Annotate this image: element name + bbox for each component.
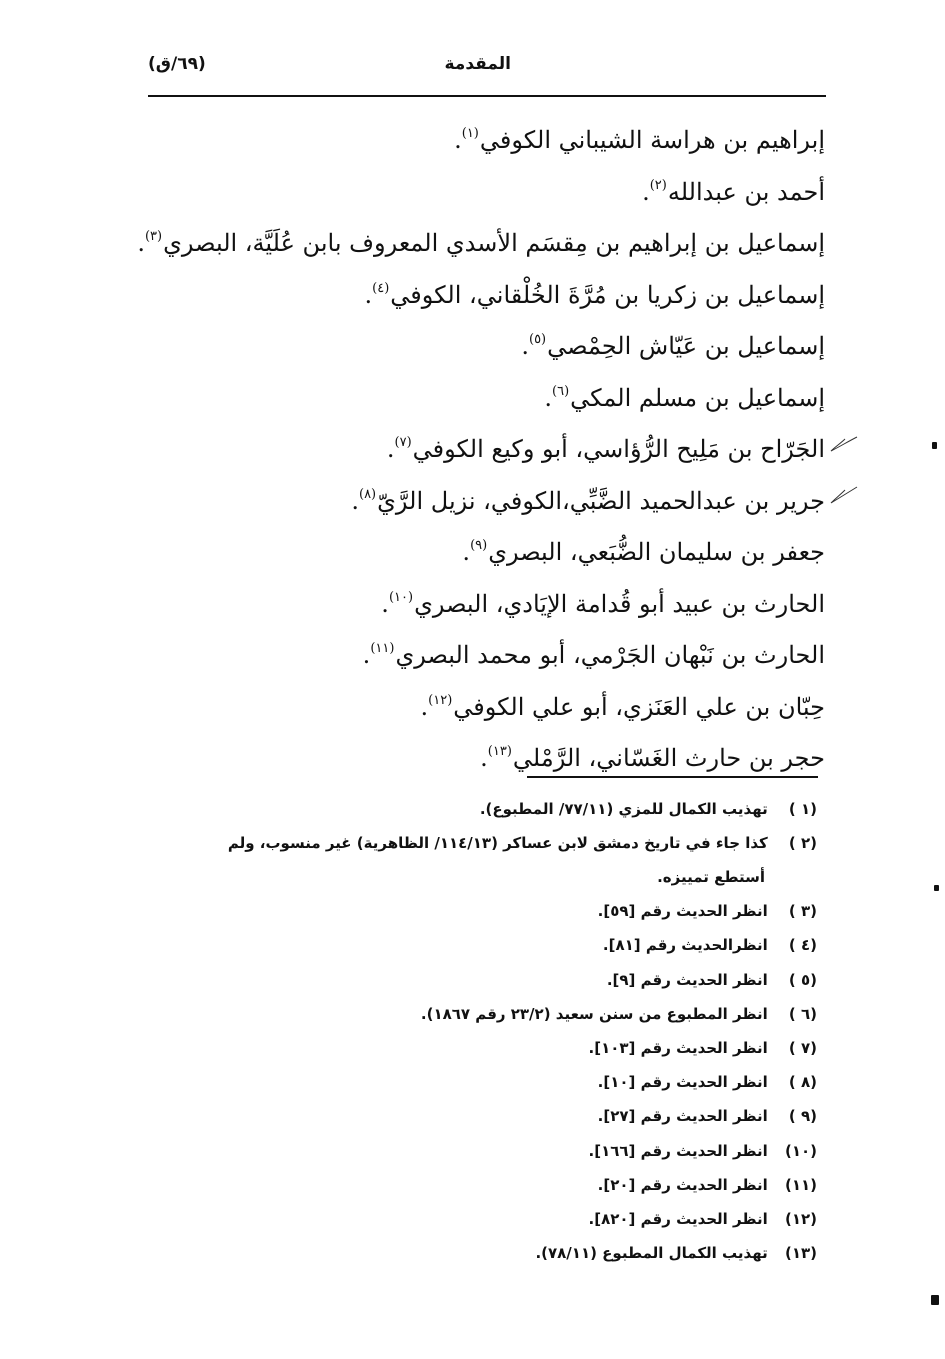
narrator-entry: الحارث بن نَبْهان الجَرْمي، أبو محمد البصري$^{(١١)}$.: [362, 641, 825, 669]
narrator-entry: الجَرّاح بن مَلِيح الرُّؤاسي، أبو وكيع الكوفي$^{(٧)}$.: [125, 417, 825, 469]
footnote: (٨ ) انظر الحديث رقم [١٠].: [597, 1073, 817, 1092]
narrator-entry: إسماعيل بن عَيّاش الحِمْصي$^{(٥)}$.: [521, 332, 825, 360]
footnote: (٦ ) انظر المطبوع من سنن سعيد (٢٣/٢ رقم ١٨٦٧).: [420, 1004, 817, 1023]
footnote-ref: (١٠): [388, 589, 414, 605]
narrator-entry: إسماعيل بن مسلم المكي$^{(٦)}$.: [544, 383, 825, 412]
running-title: المقدمة: [444, 54, 511, 74]
footnote: (١١) انظر الحديث رقم [٢٠].: [597, 1175, 817, 1194]
footnote: (١٣) تهذيب الكمال المطبوع (٧٨/١١).: [535, 1244, 817, 1263]
footnote-ref: (٧): [394, 435, 412, 450]
footnote-ref: (٦): [552, 383, 570, 399]
footnote-ref: (٣): [144, 229, 163, 244]
page-header: [148, 52, 826, 86]
narrator-entry: إسماعيل بن زكريا بن مُرَّةَ الخُلْقاني، الكوفي$^{(٤)}$.: [364, 280, 825, 309]
footnote: (٤ ) انظرالحديث رقم [٨١].: [602, 936, 817, 955]
scan-speck: [932, 442, 937, 449]
footnote-ref: (١): [461, 126, 479, 141]
footnote: (٩ ) انظر الحديث رقم [٢٧].: [597, 1107, 817, 1126]
footnote: (٧ ) انظر الحديث رقم [١٠٣].: [588, 1039, 817, 1058]
footnote: (١ ) تهذيب الكمال للمزي (٧٧/١١/ المطبوع).: [479, 800, 817, 818]
header-rule: [148, 95, 826, 97]
footnotes: [127, 792, 817, 1270]
scan-speck: [934, 885, 939, 891]
footnote-ref: (١٣): [487, 744, 512, 759]
narrator-entry: حجر بن حارث الغَسّاني، الرَّمْلي$^{(١٣)}$.: [480, 744, 825, 772]
narrator-entry: أحمد بن عبدالله$^{(٢)}$.: [642, 177, 825, 206]
narrator-entry: جرير بن عبدالحميد الضَّبِّي،الكوفي، نزيل الرَّيّ$^{(٨)}$.: [125, 469, 825, 521]
narrator-entry: حِبّان بن علي العَنَزي، أبو علي الكوفي$^{(١٢)}$.: [420, 692, 825, 721]
footnote-ref: (٥): [528, 332, 547, 347]
footnote-ref: (٢): [649, 177, 667, 193]
footnote-ref: (١٢): [428, 692, 453, 708]
narrator-entry: الحارث بن عبيد أبو قُدامة الإيَادي، البصري$^{(١٠)}$.: [381, 589, 825, 618]
manuscript-ref: (٦٩/ق): [148, 54, 206, 74]
footnote: (١٢) انظر الحديث رقم [٨٢٠].: [588, 1210, 817, 1229]
footnote-ref: (٨): [358, 486, 377, 502]
narrator-entry: جعفر بن سليمان الضُّبَعي، البصري$^{(٩)}$.: [462, 538, 825, 566]
narrator-entry: إبراهيم بن هراسة الشيباني الكوفي$^{(١)}$.: [454, 126, 825, 154]
footnote: (١٠) انظر الحديث رقم [١٦٦].: [588, 1141, 817, 1160]
scan-speck: [931, 1295, 939, 1305]
footnote-ref: (٩): [470, 538, 488, 553]
pencil-check-mark: [827, 431, 859, 453]
narrator-list: [125, 108, 825, 778]
narrator-entry: إسماعيل بن إبراهيم بن مِقسَم الأسدي المعروف بابن عُلَيَّة، البصري$^{(٣)}$.: [137, 229, 825, 257]
footnote-separator: [527, 776, 818, 778]
footnote-ref: (٤): [372, 280, 390, 296]
footnote: (٣ ) انظر الحديث رقم [٥٩].: [597, 902, 817, 921]
footnote-ref: (١١): [370, 641, 395, 656]
footnote: (٢ ) كذا جاء في تاريخ دمشق لابن عساكر (١١٤/١٣/ الظاهرية) غير منسوب، ولم أستطع تمييزه.: [227, 834, 817, 887]
pencil-check-mark: [827, 483, 859, 505]
footnote: (٥ ) انظر الحديث رقم [٩].: [606, 970, 817, 989]
